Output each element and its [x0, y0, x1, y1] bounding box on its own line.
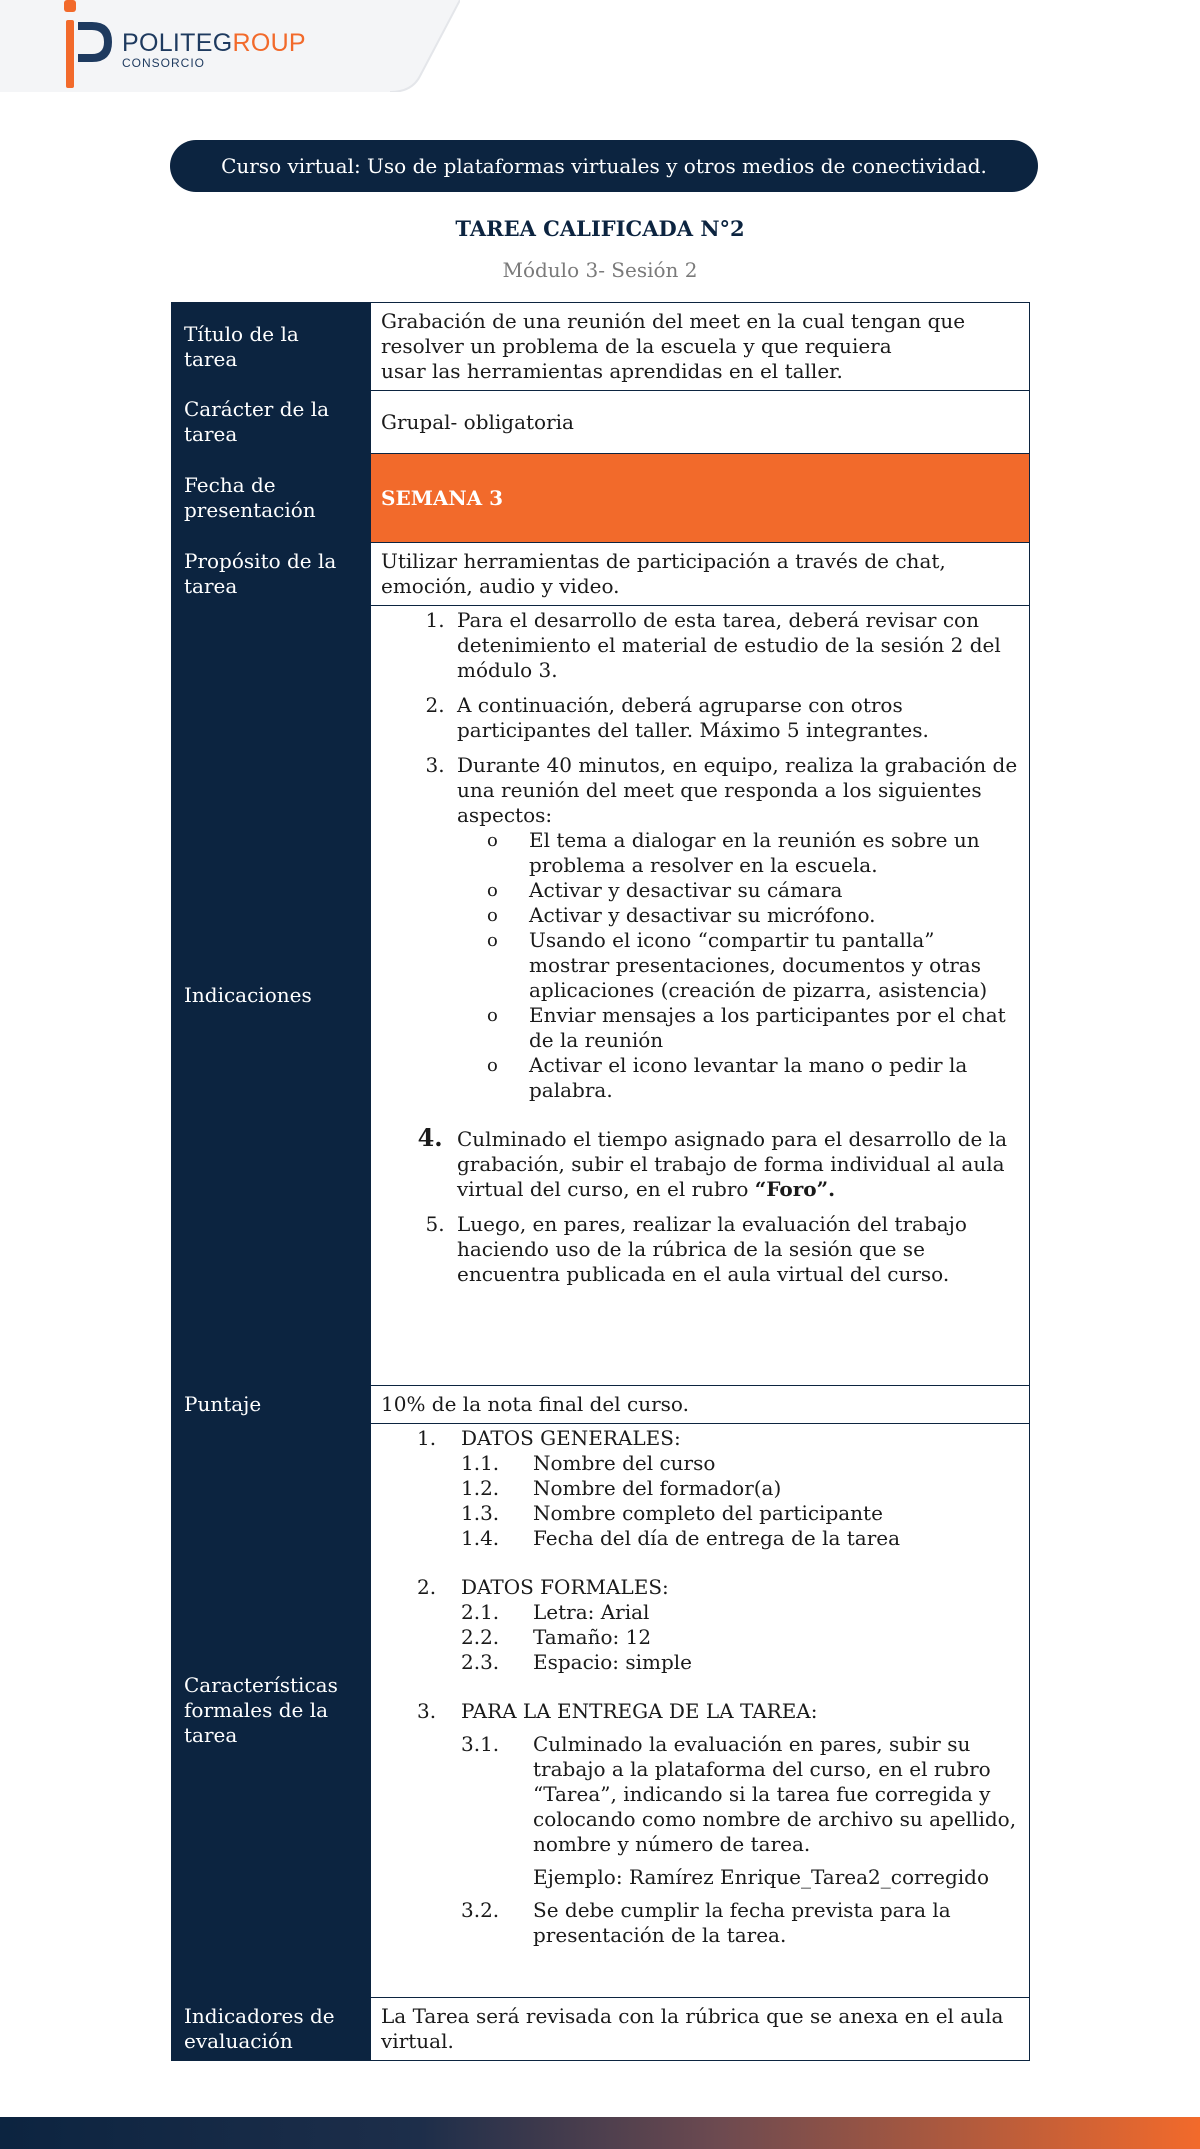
logo-icon: [56, 0, 118, 92]
footer-gradient-bar: [0, 2117, 1200, 2149]
list-item: 2. A continuación, deberá agruparse con otros participantes del taller. Máximo 5 integrantes.: [451, 693, 1019, 743]
task-table: [171, 302, 1030, 2061]
row-fecha: [172, 454, 1030, 543]
aspects-list: [457, 828, 1019, 1103]
forum-bold: “Foro”.: [754, 1177, 836, 1201]
list-item: 1.3. Nombre completo del participante: [461, 1501, 883, 1525]
row-label: Indicadores de evaluación: [172, 1998, 371, 2061]
list-item: o Activar y desactivar su micrófono.: [523, 903, 1019, 928]
task-title: TAREA CALIFICADA N°2: [455, 216, 745, 241]
list-item: 3.1. Culminado la evaluación en pares, subir su trabajo a la plataforma del curso, en el rubro “Tarea”, indicando si la tarea fue corregida y colocando como nombre de archivo su apellido, nombre y número de tarea.: [461, 1732, 1017, 1856]
row-caracteristicas: [172, 1424, 1030, 1998]
instructions-list: [381, 608, 1019, 1287]
row-label: Indicaciones: [172, 606, 371, 1386]
row-label: Características formales de la tarea: [172, 1424, 371, 1998]
list-item: o Activar y desactivar su cámara: [523, 878, 1019, 903]
list-item: o Usando el icono “compartir tu pantalla” mostrar presentaciones, documentos y otras aplicaciones (creación de pizarra, asistencia): [523, 928, 1019, 1003]
example-filename: Ejemplo: Ramírez Enrique_Tarea2_corregido: [533, 1865, 989, 1889]
list-item: 2.1. Letra: Arial: [461, 1600, 650, 1624]
row-puntaje: [172, 1386, 1030, 1424]
row-value: [371, 303, 1030, 391]
list-item: 1.2. Nombre del formador(a): [461, 1476, 782, 1500]
row-proposito: [172, 543, 1030, 606]
row-value: Utilizar herramientas de participación a través de chat, emoción, audio y video.: [371, 543, 1030, 606]
week-highlight: SEMANA 3: [371, 454, 1030, 543]
section-datos-formales: 2. DATOS FORMALES:: [417, 1575, 669, 1599]
row-caracter: [172, 391, 1030, 454]
list-item: 1.4. Fecha del día de entrega de la tarea: [461, 1526, 901, 1550]
list-item: 1.1. Nombre del curso: [461, 1451, 716, 1475]
brand-subtitle: CONSORCIO: [122, 56, 206, 70]
list-item: o Enviar mensajes a los participantes por el chat de la reunión: [523, 1003, 1019, 1053]
brand-name-part1: POLITEG: [122, 29, 233, 57]
row-value: 10% de la nota final del curso.: [371, 1386, 1030, 1424]
list-item: 2.2. Tamaño: 12: [461, 1625, 652, 1649]
brand-logo: [122, 30, 306, 70]
list-item: 3.2. Se debe cumplir la fecha prevista para la presentación de la tarea.: [461, 1898, 951, 1947]
list-item: 1. Para el desarrollo de esta tarea, deberá revisar con detenimiento el material de estudio de la sesión 2 del módulo 3.: [451, 608, 1019, 683]
list-item: 5. Luego, en pares, realizar la evaluación del trabajo haciendo uso de la rúbrica de la sesión que se encuentra publicada en el aula virtual del curso.: [451, 1212, 1019, 1287]
course-banner: Curso virtual: Uso de plataformas virtuales y otros medios de conectividad.: [170, 140, 1038, 192]
row-label: Puntaje: [172, 1386, 371, 1424]
row-label: Fecha de presentación: [172, 454, 371, 543]
row-label: Carácter de la tarea: [172, 391, 371, 454]
list-item: o Activar el icono levantar la mano o pedir la palabra.: [523, 1053, 1019, 1103]
title-line: Grabación de una reunión del meet en la cual tengan que: [381, 309, 966, 333]
row-label: Título de la tarea: [172, 303, 371, 391]
list-item: 2.3. Espacio: simple: [461, 1650, 692, 1674]
formal-characteristics-list: [381, 1426, 1019, 1451]
title-line: resolver un problema de la escuela y que requiera: [381, 334, 892, 358]
title-line: usar las herramientas aprendidas en el taller.: [381, 359, 843, 383]
brand-name-part2: ROUP: [232, 29, 306, 57]
row-indicaciones: [172, 606, 1030, 1386]
row-indicadores: [172, 1998, 1030, 2061]
row-value: Grupal- obligatoria: [371, 391, 1030, 454]
module-session: Módulo 3- Sesión 2: [502, 258, 698, 282]
list-item: 4. Culminado el tiempo asignado para el desarrollo de la grabación, subir el trabajo de forma individual al aula virtual del curso, en el rubro “Foro”.: [451, 1125, 1019, 1202]
section-entrega: 3. PARA LA ENTREGA DE LA TAREA:: [417, 1699, 818, 1723]
list-item: 3. Durante 40 minutos, en equipo, realiza la grabación de una reunión del meet que responda a los siguientes aspectos: o El tema a dialogar en la reunión es sobre un problema a resolver en la escuela. o Activar y desactivar su cámara o Activar y desactivar su micrófono. o Usando el icono “compartir tu pantalla” mostrar presentaciones, documentos y otras aplicaciones (creación de pizarra, asistencia) o Enviar mensajes a los participantes por el chat de la reunión o Activar el icono levantar la mano o pedir la palabra.: [451, 753, 1019, 1103]
row-label: Propósito de la tarea: [172, 543, 371, 606]
row-titulo: [172, 303, 1030, 391]
section-datos-generales: 1. DATOS GENERALES:: [417, 1426, 681, 1450]
row-value: La Tarea será revisada con la rúbrica que se anexa en el aula virtual.: [371, 1998, 1030, 2061]
row-value: [371, 606, 1030, 1386]
row-value: [371, 1424, 1030, 1998]
list-item: o El tema a dialogar en la reunión es sobre un problema a resolver en la escuela.: [523, 828, 1019, 878]
